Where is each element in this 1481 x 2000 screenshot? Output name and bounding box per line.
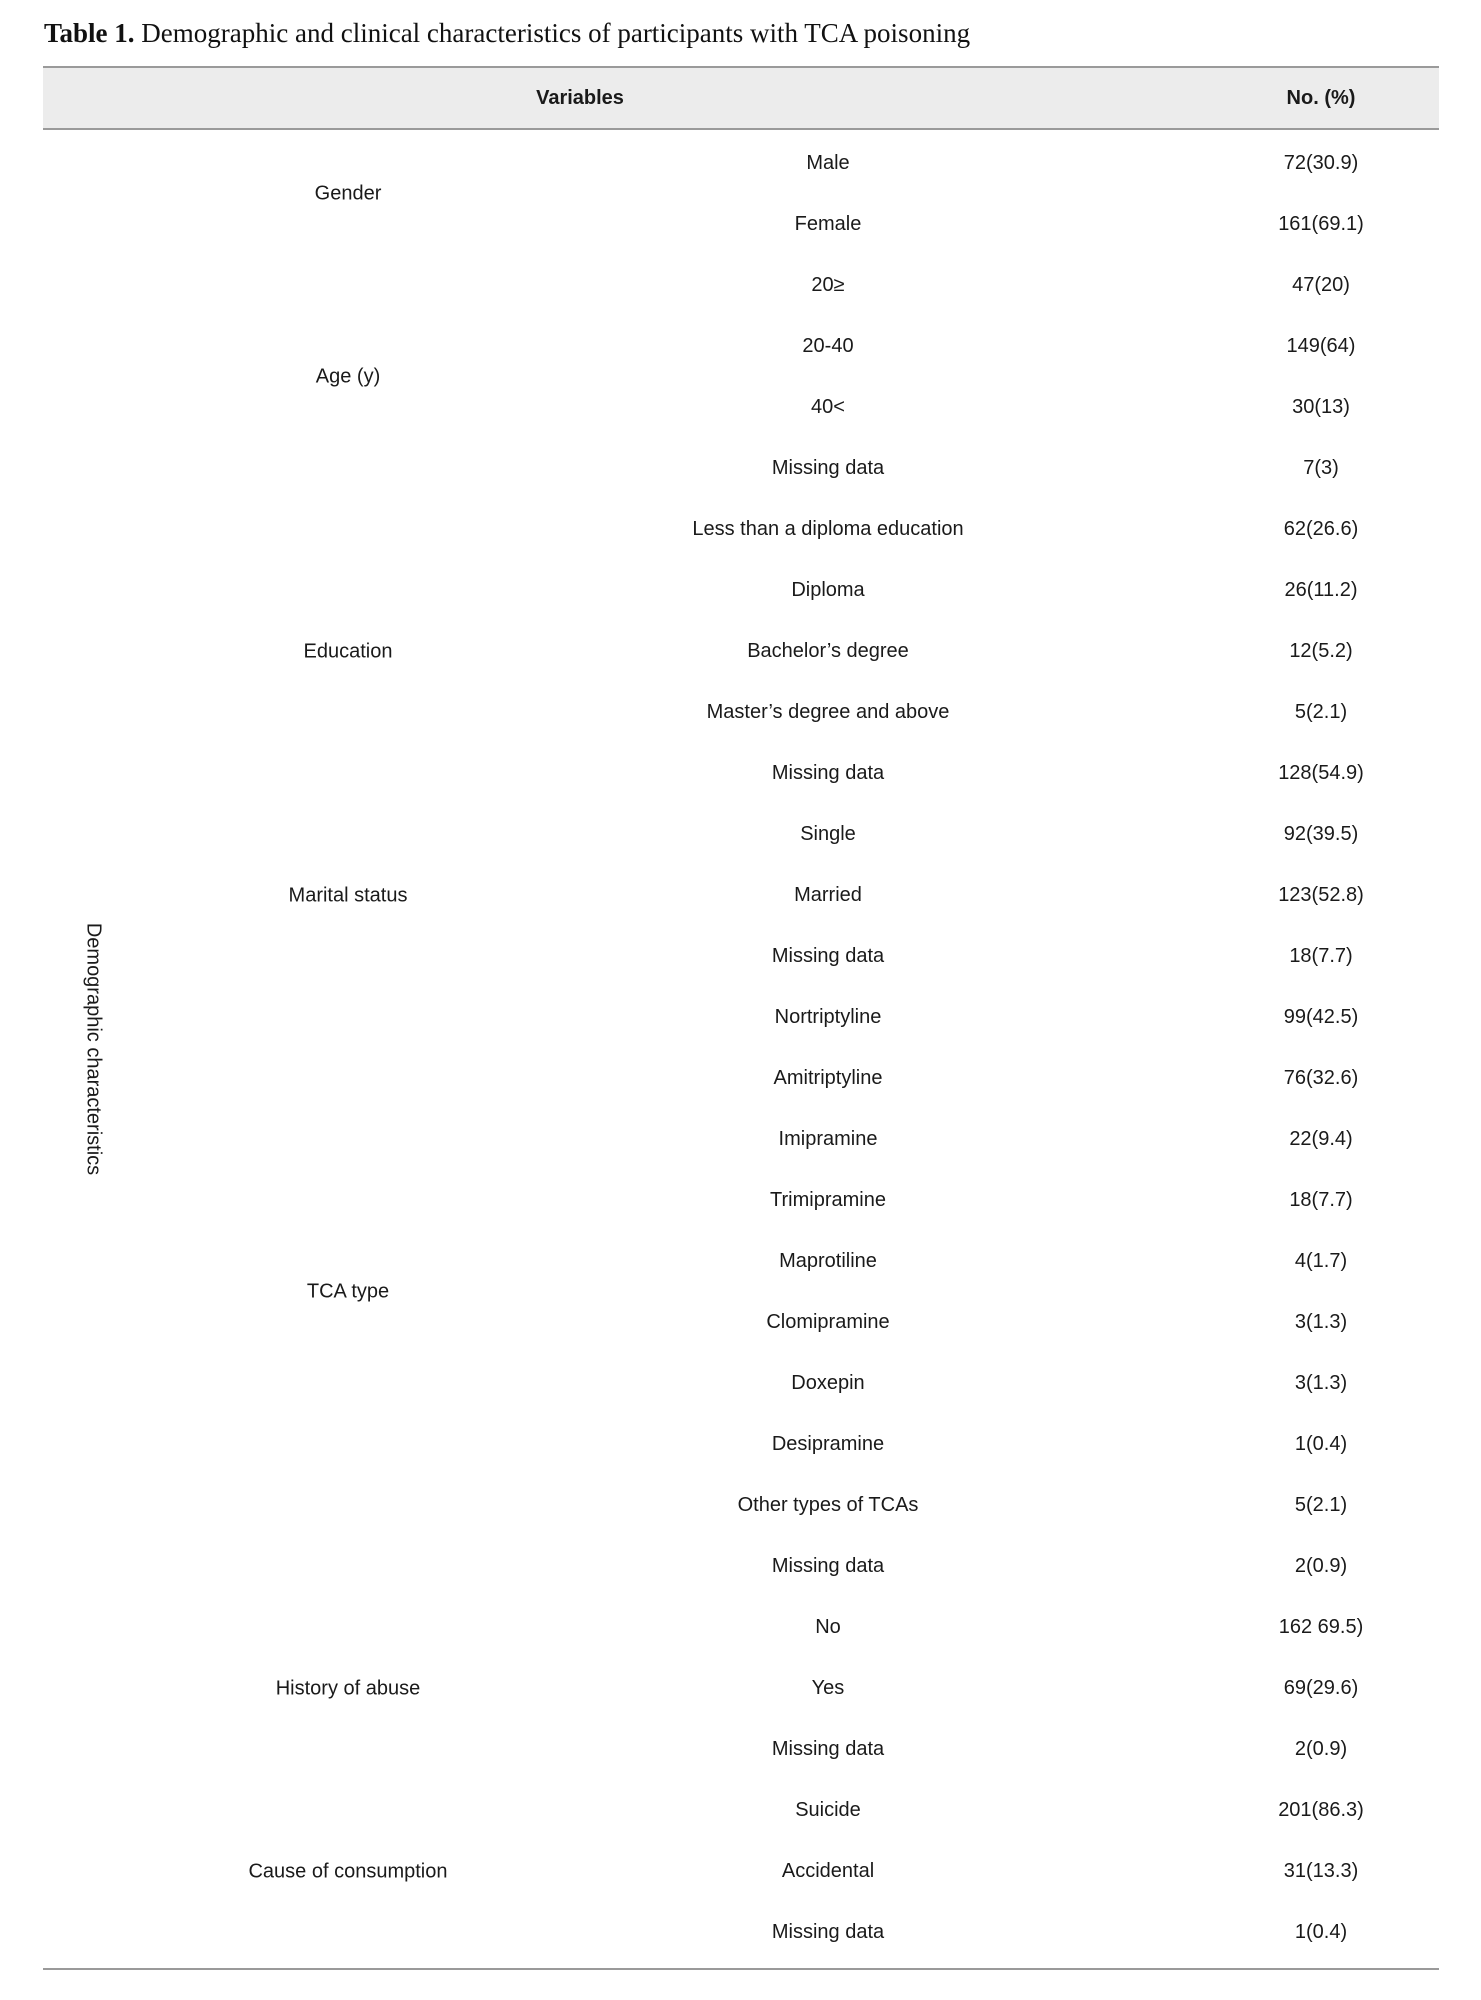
table-row <box>43 987 1439 1048</box>
category-cell: Male <box>806 152 850 174</box>
table-row <box>43 1109 1439 1170</box>
group-label: Gender <box>314 182 382 205</box>
value-cell: 162 69.5) <box>1278 1616 1364 1638</box>
value-cell: 161(69.1) <box>1278 213 1364 235</box>
category-cell: 20≥ <box>811 274 845 296</box>
value-cell: 2(0.9) <box>1294 1555 1348 1577</box>
category-cell: Imipramine <box>778 1128 878 1150</box>
table-row <box>43 743 1439 804</box>
value-cell: 5(2.1) <box>1294 1494 1348 1516</box>
value-cell: 3(1.3) <box>1294 1311 1348 1333</box>
category-cell: Missing data <box>771 762 885 784</box>
table-caption-label: Table 1. <box>44 18 135 48</box>
table-row <box>43 1475 1439 1536</box>
table-row <box>43 194 1439 255</box>
category-cell: Desipramine <box>771 1433 885 1455</box>
value-cell: 3(1.3) <box>1294 1372 1348 1394</box>
table-row <box>43 1170 1439 1231</box>
category-cell: Missing data <box>771 457 885 479</box>
table-row <box>43 621 1439 682</box>
value-cell: 31(13.3) <box>1283 1860 1359 1882</box>
value-cell: 123(52.8) <box>1278 884 1364 906</box>
table-row <box>43 804 1439 865</box>
value-cell: 1(0.4) <box>1294 1921 1348 1943</box>
table-row <box>43 1902 1439 1963</box>
value-cell: 18(7.7) <box>1289 1189 1353 1211</box>
group-label: Age (y) <box>315 365 381 388</box>
value-cell: 22(9.4) <box>1289 1128 1353 1150</box>
data-table <box>43 66 1439 1970</box>
group-label: Marital status <box>288 884 408 906</box>
category-cell: Yes <box>811 1677 845 1699</box>
table-row <box>43 499 1439 560</box>
category-cell: Missing data <box>771 1921 885 1943</box>
value-cell: 5(2.1) <box>1294 701 1348 723</box>
group-label: History of abuse <box>275 1677 421 1699</box>
category-cell: Amitriptyline <box>773 1067 883 1089</box>
table-body <box>43 130 1439 1970</box>
value-cell: 128(54.9) <box>1278 762 1364 784</box>
category-cell: Single <box>800 823 856 845</box>
category-cell: Female <box>794 213 862 235</box>
header-variables: Variables <box>536 87 624 109</box>
category-cell: 20-40 <box>802 335 854 357</box>
category-cell: Accidental <box>781 1860 875 1882</box>
header-count: No. (%) <box>1286 87 1356 109</box>
category-cell: No <box>815 1616 841 1638</box>
table-row <box>43 1597 1439 1658</box>
category-cell: Missing data <box>771 945 885 967</box>
table-row <box>43 1414 1439 1475</box>
table-row <box>43 133 1439 194</box>
category-cell: Master’s degree and above <box>706 701 950 723</box>
category-cell: Nortriptyline <box>774 1006 882 1028</box>
value-cell: 92(39.5) <box>1283 823 1359 845</box>
category-cell: Clomipramine <box>766 1311 890 1333</box>
value-cell: 62(26.6) <box>1283 518 1359 540</box>
table-row <box>43 682 1439 743</box>
value-cell: 12(5.2) <box>1289 640 1353 662</box>
table-row <box>43 1048 1439 1109</box>
section-label-text: Demographic characteristics <box>82 922 105 1176</box>
category-cell: Less than a diploma education <box>692 518 964 540</box>
value-cell: 30(13) <box>1292 396 1350 418</box>
value-cell: 26(11.2) <box>1284 579 1358 601</box>
group-label: Education <box>303 640 393 662</box>
category-cell: Doxepin <box>791 1372 865 1394</box>
table-row <box>43 1353 1439 1414</box>
table-caption-text: Demographic and clinical characteristics of participants with TCA poisoning <box>141 18 971 48</box>
table-row <box>43 926 1439 987</box>
value-cell: 72(30.9) <box>1283 152 1359 174</box>
table-row <box>43 1536 1439 1597</box>
value-cell: 2(0.9) <box>1294 1738 1348 1760</box>
table-row <box>43 560 1439 621</box>
table-row <box>43 316 1439 377</box>
category-cell: Other types of TCAs <box>737 1494 919 1516</box>
category-cell: Maprotiline <box>779 1250 877 1272</box>
value-cell: 7(3) <box>1303 457 1339 479</box>
category-cell: Trimipramine <box>770 1189 886 1211</box>
group-label: TCA type <box>306 1280 390 1303</box>
table-row <box>43 1292 1439 1353</box>
value-cell: 76(32.6) <box>1283 1067 1359 1089</box>
group-label: Cause of consumption <box>248 1860 448 1882</box>
table-row <box>43 1841 1439 1902</box>
value-cell: 149(64) <box>1286 335 1356 357</box>
category-cell: Bachelor’s degree <box>747 640 909 662</box>
value-cell: 99(42.5) <box>1283 1006 1359 1028</box>
table-row <box>43 865 1439 926</box>
table-row <box>43 255 1439 316</box>
table-row <box>43 1780 1439 1841</box>
table-header <box>43 66 1439 130</box>
value-cell: 1(0.4) <box>1294 1433 1348 1455</box>
category-cell: 40< <box>811 396 845 418</box>
table-row <box>43 1658 1439 1719</box>
table-row <box>43 377 1439 438</box>
table-row <box>43 1231 1439 1292</box>
category-cell: Missing data <box>771 1738 885 1760</box>
category-cell: Diploma <box>791 579 865 601</box>
value-cell: 201(86.3) <box>1278 1799 1364 1821</box>
table-row <box>43 1719 1439 1780</box>
category-cell: Married <box>794 884 862 906</box>
value-cell: 69(29.6) <box>1283 1677 1359 1699</box>
table-caption <box>44 18 970 49</box>
value-cell: 18(7.7) <box>1289 945 1353 967</box>
category-cell: Missing data <box>771 1555 885 1577</box>
value-cell: 47(20) <box>1292 274 1350 296</box>
value-cell: 4(1.7) <box>1294 1250 1348 1272</box>
table-row <box>43 438 1439 499</box>
category-cell: Suicide <box>795 1799 861 1821</box>
